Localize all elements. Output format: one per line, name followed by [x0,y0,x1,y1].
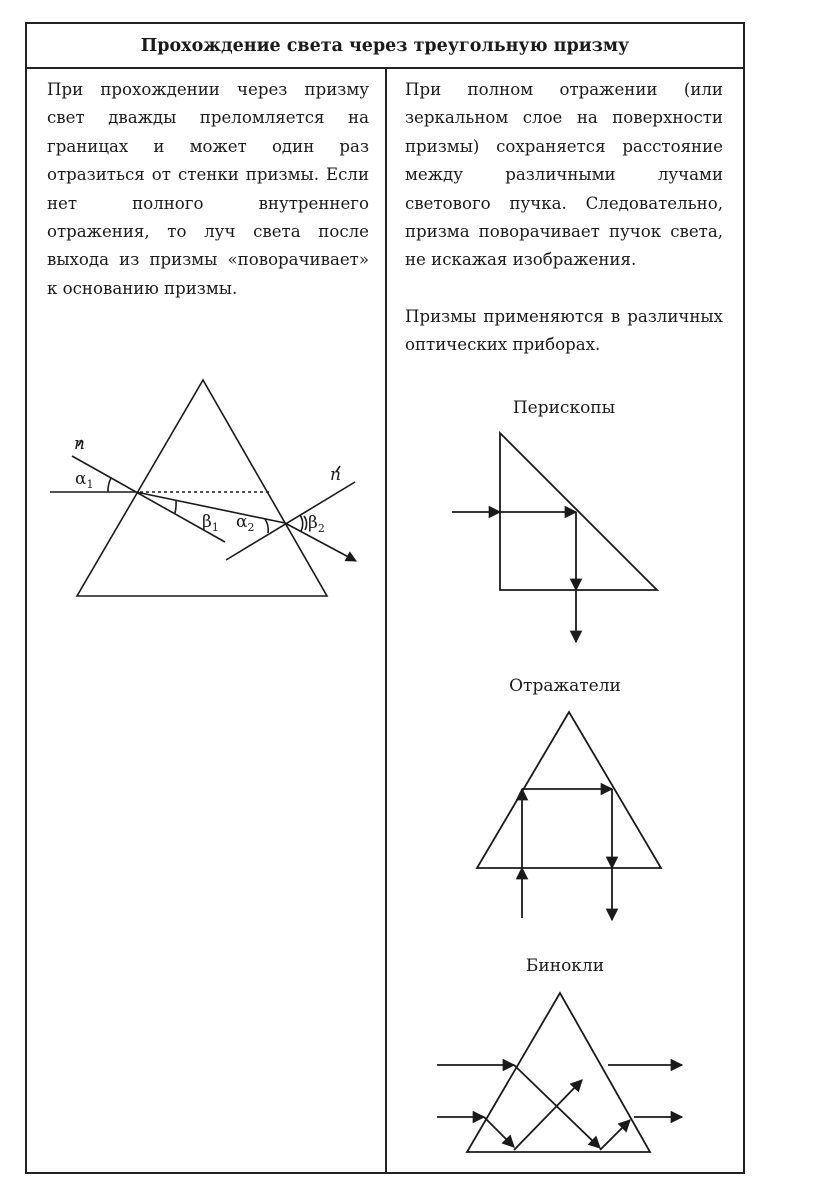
alpha1-index: 1 [86,478,94,491]
table-title: Прохождение света через треугольную призму [27,24,743,69]
binocular-ray-top-up [600,1120,630,1150]
beta2-symbol: β [308,513,318,533]
alpha1-arc [108,478,111,492]
reflector-diagram [477,712,661,920]
right-column-text-reflection: При полном отражении (или зеркальном слое на поверхности призмы) сохраняется расстояние между различными лучами светового пучка. Следовательно, призма поворачивает пучок света, не искажая изображения. [405,80,723,270]
beta2-arc [300,515,303,531]
beta1-label [202,512,219,534]
caption-reflectors: Отражатели [509,676,621,696]
alpha1-symbol: α [75,469,87,489]
beta1-arc [175,501,176,513]
beta1-symbol: β [202,512,212,532]
binocular-ray-bottom-up [514,1080,582,1150]
binocular-ray-bottom-down [484,1117,514,1147]
alpha2-arc [265,519,268,533]
left-column-text: При прохождении через призму свет дважды преломляется на границах и может один раз отразиться от стенки призмы. Если нет полного внутреннего отражения, то луч света после выхода из призмы «поворачивает» к основанию призмы. [47,80,369,298]
alpha1-label [75,469,93,491]
beta2-arc-inner [304,516,307,530]
refraction-prism [77,380,327,596]
beta2-label [308,513,325,535]
reflector-prism [477,712,661,868]
beta1-index: 1 [211,521,219,534]
beta2-index: 2 [317,522,325,535]
right-column-text-applications: Призмы применяются в различных оптических приборах. [405,307,723,355]
binocular-diagram [437,993,682,1152]
alpha2-index: 2 [247,521,255,534]
refraction-diagram [50,380,356,596]
caption-binoculars: Бинокли [525,956,605,976]
normal-label-right: n [330,465,341,485]
normal-label-left: n [74,434,85,454]
periscope-diagram [452,433,657,642]
caption-periscopes: Перископы [512,398,616,418]
alpha2-symbol: α [236,512,248,532]
